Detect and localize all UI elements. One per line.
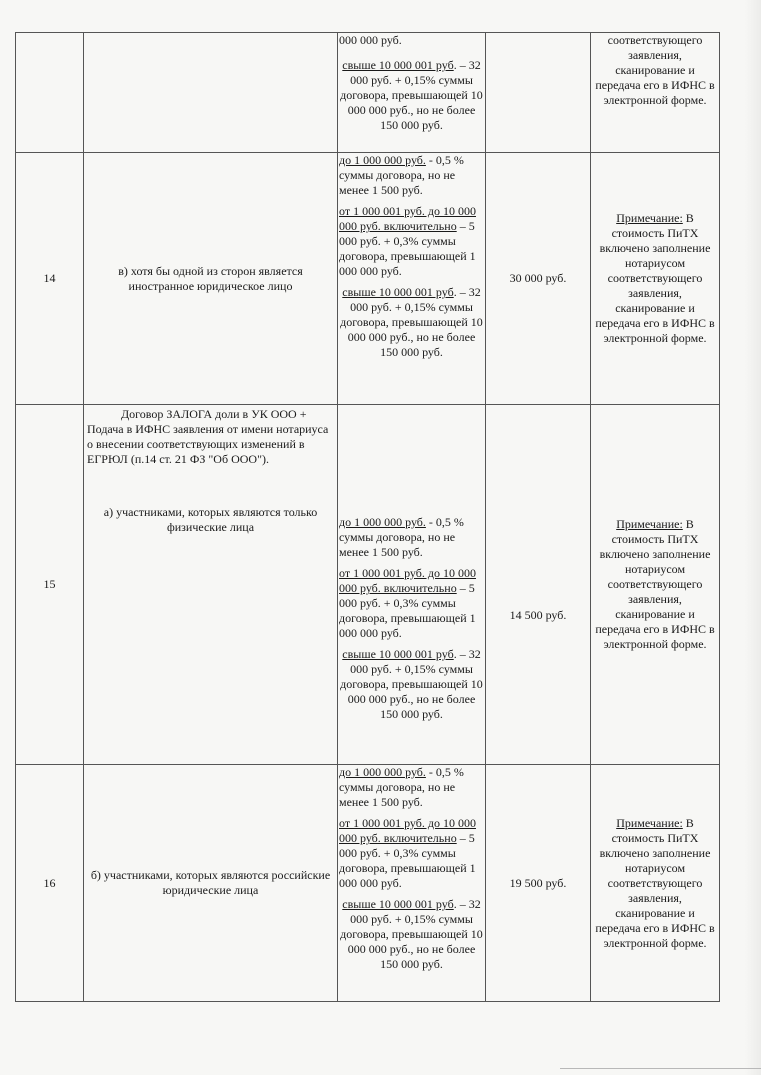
note-label: Примечание: xyxy=(616,815,683,830)
tariff-text: – 5 000 руб. + 0,3% суммы договора, превышающей 1 000 000 руб. xyxy=(339,219,476,278)
row-number: 15 xyxy=(16,405,84,765)
row-description xyxy=(84,33,338,153)
note-text: В стоимость ПиТХ включено заполнение нотариусом соответствующего заявления, сканирование и передача его в ИФНС в электронной форме. xyxy=(595,517,715,651)
note-cell xyxy=(591,765,720,1002)
tariff-threshold: свыше 10 000 001 руб xyxy=(342,647,454,661)
row-number: 16 xyxy=(16,765,84,1002)
tariff-text: . – 32 000 руб. + 0,15% суммы договора, превышающей 10 000 000 руб., но не более 150 000 руб. xyxy=(340,647,483,721)
tariff-text: - 0,5 % суммы договора, но не менее 1 500 руб. xyxy=(339,515,464,559)
tariff-line xyxy=(339,765,484,810)
tariff-spacer xyxy=(339,405,484,515)
tariff-line xyxy=(339,816,484,891)
tariff-text: - 0,5 % суммы договора, но не менее 1 500 руб. xyxy=(339,153,464,197)
tariff-text: – 5 000 руб. + 0,3% суммы договора, превышающей 1 000 000 руб. xyxy=(339,831,476,890)
tariff-text: 000 000 руб. xyxy=(339,33,402,47)
tariff-threshold: от 1 000 001 руб. до 10 000 000 руб. включительно xyxy=(339,204,476,233)
tariff-line xyxy=(339,515,484,560)
tariff-line xyxy=(339,33,484,48)
tariff-threshold: до 1 000 000 руб. xyxy=(339,765,426,779)
note-text: В стоимость ПиТХ включено заполнение нотариусом соответствующего заявления, сканирование и передача его в ИФНС в электронной форме. xyxy=(595,211,715,345)
row-description: в) хотя бы одной из сторон является иностранное юридическое лицо xyxy=(84,153,338,405)
tariff-cell xyxy=(338,765,486,1002)
tariff-table xyxy=(15,32,720,1002)
tariff-text: - 0,5 % суммы договора, но не менее 1 500 руб. xyxy=(339,765,464,809)
note-cell xyxy=(591,405,720,765)
price-cell xyxy=(486,405,591,765)
price-cell xyxy=(486,33,591,153)
tariff-line xyxy=(339,647,484,722)
note-text: В стоимость ПиТХ включено заполнение нотариусом соответствующего заявления, сканирование и передача его в ИФНС в электронной форме. xyxy=(595,815,715,950)
note-text: соответствующего заявления, сканирование и передача его в ИФНС в электронной форме. xyxy=(595,33,715,107)
table-row xyxy=(16,153,720,405)
price-cell: 30 000 руб. xyxy=(486,153,591,405)
note-cell xyxy=(591,153,720,405)
row-number xyxy=(16,33,84,153)
tariff-threshold: от 1 000 001 руб. до 10 000 000 руб. включительно xyxy=(339,816,476,845)
note-label: Примечание: xyxy=(616,211,683,225)
tariff-line xyxy=(339,153,484,198)
tariff-line xyxy=(339,58,484,133)
bottom-rule xyxy=(560,1068,761,1069)
note-cell xyxy=(591,33,720,153)
price-value: 14 500 руб. xyxy=(509,608,567,622)
tariff-text: – 5 000 руб. + 0,3% суммы договора, превышающей 1 000 000 руб. xyxy=(339,581,476,640)
tariff-line xyxy=(339,897,484,972)
row-number: 14 xyxy=(16,153,84,405)
tariff-cell xyxy=(338,33,486,153)
service-heading: Договор ЗАЛОГА доли в УК ООО + Подача в ИФНС заявления от имени нотариуса о внесении соответствующих изменений в ЕГРЮЛ (п.14 ст. 21 ФЗ "Об ООО"). xyxy=(87,407,329,466)
tariff-threshold: свыше 10 000 001 руб xyxy=(342,58,454,72)
tariff-threshold: свыше 10 000 001 руб xyxy=(342,285,454,299)
table-row xyxy=(16,765,720,1002)
tariff-line xyxy=(339,285,484,360)
table-row xyxy=(16,405,720,765)
tariff-cell xyxy=(338,153,486,405)
tariff-text: . – 32 000 руб. + 0,15% суммы договора, превышающей 10 000 000 руб., но не более 150 000 руб. xyxy=(340,285,483,359)
tariff-threshold: до 1 000 000 руб. xyxy=(339,515,426,529)
tariff-threshold: до 1 000 000 руб. xyxy=(339,153,426,167)
tariff-line xyxy=(339,566,484,641)
row-description: б) участниками, которых являются российские юридические лица xyxy=(84,765,338,1002)
tariff-cell xyxy=(338,405,486,765)
table-row xyxy=(16,33,720,153)
row-subdescription: а) участниками, которых являются только физические лица xyxy=(103,505,318,534)
price-cell: 19 500 руб. xyxy=(486,765,591,1002)
tariff-line xyxy=(339,204,484,279)
tariff-threshold: свыше 10 000 001 руб xyxy=(342,897,454,911)
tariff-text: . – 32 000 руб. + 0,15% суммы договора, превышающей 10 000 000 руб., но не более 150 000 руб. xyxy=(340,58,483,132)
row-description xyxy=(84,405,338,765)
tariff-threshold: от 1 000 001 руб. до 10 000 000 руб. включительно xyxy=(339,566,476,595)
sheet-edge xyxy=(745,0,761,1075)
note-label: Примечание: xyxy=(616,517,683,531)
tariff-text: . – 32 000 руб. + 0,15% суммы договора, превышающей 10 000 000 руб., но не более 150 000 руб. xyxy=(340,897,483,971)
